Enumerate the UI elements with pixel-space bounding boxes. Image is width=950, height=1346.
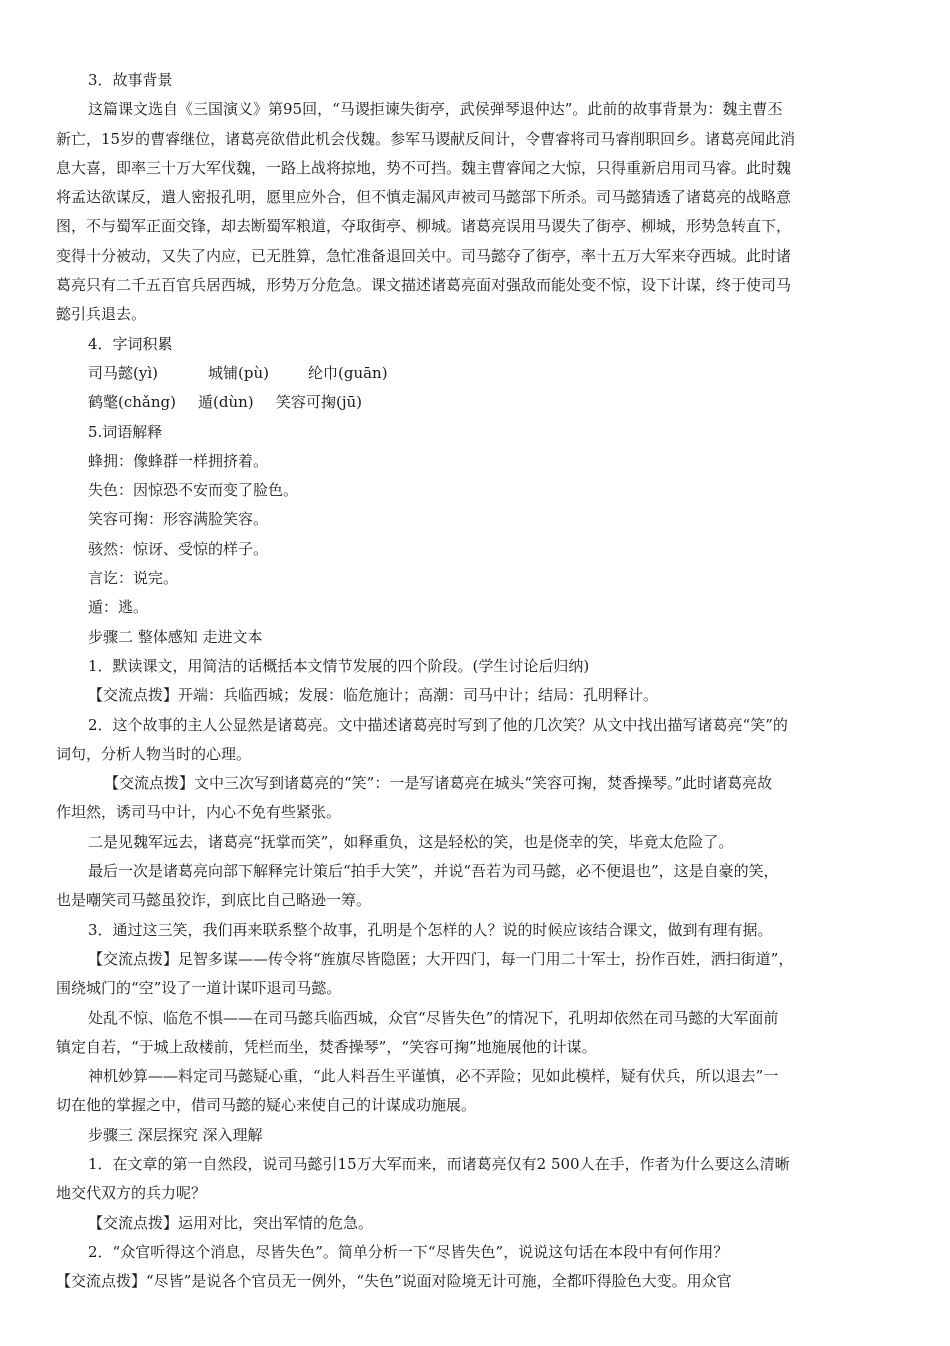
definition: 笑容可掬：形容满脸笑容。 (88, 510, 269, 529)
definition: 言讫：说完。 (88, 569, 179, 588)
answer: 【交流点拨】足智多谋——传令将“旌旗尽皆隐匿；大开四门，每一门用二十军士，扮作百姓，洒扫街道”， (88, 949, 794, 968)
vocab-item: 遁(dùn) (198, 393, 254, 412)
answer: 二是见魏军远去，诸葛亮“抚掌而笑”，如释重负，这是轻松的笑，也是侥幸的笑，毕竟太危险了。 (88, 832, 734, 851)
answer: 围绕城门的“空”设了一道计谋吓退司马懿。 (56, 979, 342, 998)
answer: 【交流点拨】文中三次写到诸葛亮的“笑”：一是写诸葛亮在城头“笑容可掬，焚香操琴。”此时诸葛亮故 (104, 774, 773, 793)
section-heading: 4．字词积累 (88, 334, 173, 353)
question: 2．“众官听得这个消息，尽皆失色”。简单分析一下“尽皆失色”，说说这句话在本段中有何作用？ (88, 1242, 729, 1261)
section-heading: 5.词语解释 (88, 422, 163, 441)
answer: 镇定自若，“于城上敌楼前，凭栏而坐，焚香操琴”，“笑容可掬”地施展他的计谋。 (56, 1037, 597, 1056)
paragraph-line: 将孟达欲谋反，遣人密报孔明，愿里应外合，但不慎走漏风声被司马懿部下所杀。司马懿猜透了诸葛亮的战略意 (56, 188, 792, 207)
answer: 【交流点拨】“尽皆”是说各个官员无一例外，“失色”说面对险境无计可施，全都吓得脸色大变。用众官 (56, 1272, 732, 1291)
answer: 切在他的掌握之中，借司马懿的疑心来使自己的计谋成功施展。 (56, 1096, 477, 1115)
answer: 神机妙算——料定司马懿疑心重，“此人料吾生平谨慎，必不弄险；见如此模样，疑有伏兵，所以退去”一 (88, 1067, 779, 1086)
vocab-item: 司马懿(yì) (88, 363, 158, 382)
answer: 处乱不惊、临危不惧——在司马懿兵临西城，众官“尽皆失色”的情况下，孔明却依然在司马懿的大军面前 (88, 1008, 779, 1027)
paragraph-line: 葛亮只有二千五百官兵居西城，形势万分危急。课文描述诸葛亮面对强敌而能处变不惊，设下计谋，终于使司马 (56, 276, 792, 295)
section-heading: 3．故事背景 (88, 71, 173, 89)
paragraph-line: 这篇课文选自《三国演义》第95回，“马谡拒谏失街亭，武侯弹琴退仲达”。此前的故事背景为：魏主曹丕 (88, 100, 783, 119)
question: 1．默读课文，用简洁的话概括本文情节发展的四个阶段。(学生讨论后归纳) (88, 656, 590, 675)
definition: 蜂拥：像蜂群一样拥挤着。 (88, 451, 269, 470)
paragraph-line: 变得十分被动，又失了内应，已无胜算，急忙准备退回关中。司马懿夺了街亭，率十五万大军来夺西城。此时诸 (56, 246, 792, 265)
answer: 作坦然，诱司马中计，内心不免有些紧张。 (56, 803, 342, 822)
paragraph-line: 息大喜，即率三十万大军伐魏，一路上战将掠地，势不可挡。魏主曹睿闻之大惊，只得重新启用司马睿。此时魏 (56, 158, 792, 177)
vocab-item: 笑容可掬(jū) (276, 393, 363, 412)
definition: 骇然：惊讶、受惊的样子。 (88, 539, 269, 558)
answer: 【交流点拨】运用对比，突出军情的危急。 (88, 1213, 374, 1232)
answer: 也是嘲笑司马懿虽狡诈，到底比自己略逊一筹。 (56, 891, 372, 910)
definition: 遁：逃。 (88, 598, 149, 617)
question: 3．通过这三笑，我们再来联系整个故事，孔明是个怎样的人？说的时候应该结合课文，做到有理有据。 (88, 920, 773, 939)
vocab-item: 鹤氅(chǎng) (88, 393, 176, 412)
paragraph-line: 懿引兵退去。 (56, 305, 147, 324)
vocab-item: 城铺(pù) (208, 363, 269, 382)
document-body (56, 66, 898, 1296)
vocab-item: 纶巾(guān) (308, 363, 388, 382)
definition: 失色：因惊恐不安而变了脸色。 (88, 481, 299, 500)
paragraph-line: 图，不与蜀军正面交锋，却去断蜀军粮道，夺取街亭、柳城。诸葛亮误用马谡失了街亭、柳城，形势急转直下， (56, 217, 792, 236)
vocab-line (88, 359, 898, 388)
vocab-line (88, 388, 898, 417)
question: 词句，分析人物当时的心理。 (56, 744, 252, 763)
answer: 最后一次是诸葛亮向部下解释完计策后“拍手大笑”，并说“吾若为司马懿，必不便退也”，这是自豪的笑， (88, 862, 779, 881)
step-heading: 步骤二 整体感知 走进文本 (88, 627, 263, 646)
question: 地交代双方的兵力呢？ (56, 1184, 207, 1203)
step-heading: 步骤三 深层探究 深入理解 (88, 1125, 263, 1144)
question: 2．这个故事的主人公显然是诸葛亮。文中描述诸葛亮时写到了他的几次笑？从文中找出描写诸葛亮“笑”的 (88, 715, 788, 734)
answer: 【交流点拨】开端：兵临西城；发展：临危施计；高潮：司马中计；结局：孔明释计。 (88, 686, 659, 705)
question: 1．在文章的第一自然段，说司马懿引15万大军而来，而诸葛亮仅有2 500人在手，作者为什么要这么清晰 (88, 1154, 790, 1173)
paragraph-line: 新亡，15岁的曹睿继位，诸葛亮欲借此机会伐魏。参军马谡献反间计，令曹睿将司马睿削职回乡。诸葛亮闻此消 (56, 129, 796, 148)
